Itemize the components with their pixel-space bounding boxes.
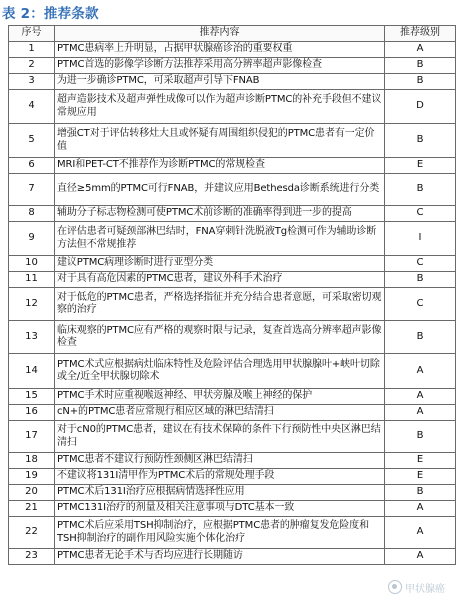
table-header-row (9, 26, 456, 42)
row-content: PTMC首选的影像学诊断方法推荐采用高分辨率超声影像检查 (55, 58, 385, 74)
row-number: 22 (9, 517, 55, 549)
table-row (9, 42, 456, 58)
table-row (9, 485, 456, 501)
row-content: 对于低危的PTMC患者，严格选择指征并充分结合患者意愿，可采取密切观察的治疗 (55, 288, 385, 321)
row-level: I (385, 222, 456, 256)
table-row (9, 517, 456, 549)
table-row (9, 174, 456, 206)
row-level: A (385, 42, 456, 58)
table-row (9, 222, 456, 256)
row-content: 对于具有高危因素的PTMC患者，建议外科手术治疗 (55, 272, 385, 288)
row-number: 7 (9, 174, 55, 206)
row-level: B (385, 421, 456, 453)
watermark-text: 甲状腺癌 (405, 583, 445, 595)
row-number: 14 (9, 354, 55, 389)
wechat-logo-icon (388, 580, 402, 594)
table-row (9, 74, 456, 90)
row-number: 20 (9, 485, 55, 501)
row-level: B (385, 272, 456, 288)
row-content: 超声造影技术及超声弹性成像可以作为超声诊断PTMC的补充手段但不建议常规应用 (55, 90, 385, 124)
row-number: 18 (9, 453, 55, 469)
row-content: 在评估患者可疑颈部淋巴结时，FNA穿刺针洗脱液Tg检测可作为辅助诊断方法但不常规推荐 (55, 222, 385, 256)
row-level: C (385, 256, 456, 272)
table-body (9, 42, 456, 565)
table-row (9, 501, 456, 517)
table-row (9, 158, 456, 174)
table-title: 表 2：推荐条款 (2, 6, 99, 22)
table-row (9, 321, 456, 354)
row-level: E (385, 158, 456, 174)
row-level: C (385, 206, 456, 222)
row-content: PTMC患病率上升明显，占据甲状腺癌诊治的重要权重 (55, 42, 385, 58)
row-number: 15 (9, 389, 55, 405)
row-content: PTMC术后应采用TSH抑制治疗，应根据PTMC患者的肿瘤复发危险度和TSH抑制治疗的副作用风险实施个体化治疗 (55, 517, 385, 549)
row-number: 13 (9, 321, 55, 354)
watermark (388, 578, 445, 596)
row-level: A (385, 517, 456, 549)
recommendation-table (8, 25, 456, 565)
row-content: PTMC术后131I治疗应根据病情选择性应用 (55, 485, 385, 501)
row-content: 不建议将131I清甲作为PTMC术后的常规处理手段 (55, 469, 385, 485)
table-row (9, 256, 456, 272)
row-number: 8 (9, 206, 55, 222)
row-level: A (385, 501, 456, 517)
row-level: D (385, 90, 456, 124)
table-row (9, 421, 456, 453)
row-content: 直径≥5mm的PTMC可行FNAB，并建议应用Bethesda诊断系统进行分类 (55, 174, 385, 206)
row-content: 建议PTMC病理诊断时进行亚型分类 (55, 256, 385, 272)
table-row (9, 58, 456, 74)
row-number: 4 (9, 90, 55, 124)
table-row (9, 354, 456, 389)
row-number: 2 (9, 58, 55, 74)
row-level: A (385, 549, 456, 565)
row-level: B (385, 321, 456, 354)
row-level: A (385, 389, 456, 405)
row-content: 辅助分子标志物检测可使PTMC术前诊断的准确率得到进一步的提高 (55, 206, 385, 222)
row-number: 3 (9, 74, 55, 90)
table-row (9, 469, 456, 485)
table-row (9, 124, 456, 158)
row-level: E (385, 469, 456, 485)
row-content: PTMC术式应根据病灶临床特性及危险评估合理选用甲状腺腺叶+峡叶切除或全/近全甲状腺切除术 (55, 354, 385, 389)
row-level: B (385, 485, 456, 501)
row-number: 11 (9, 272, 55, 288)
row-number: 19 (9, 469, 55, 485)
table-row (9, 272, 456, 288)
row-content: 增强CT对于评估转移灶大且或怀疑有周围组织侵犯的PTMC患者有一定价值 (55, 124, 385, 158)
row-level: C (385, 288, 456, 321)
row-number: 23 (9, 549, 55, 565)
row-content: PTMC患者不建议行预防性颈侧区淋巴结清扫 (55, 453, 385, 469)
row-level: A (385, 354, 456, 389)
row-number: 6 (9, 158, 55, 174)
row-level: B (385, 74, 456, 90)
row-content: PTMC手术时应重视喉返神经、甲状旁腺及喉上神经的保护 (55, 389, 385, 405)
row-number: 16 (9, 405, 55, 421)
row-level: B (385, 58, 456, 74)
row-content: PTMC患者无论手术与否均应进行长期随访 (55, 549, 385, 565)
table-row (9, 549, 456, 565)
row-number: 12 (9, 288, 55, 321)
table-row (9, 389, 456, 405)
row-content: 为进一步确诊PTMC，可采取超声引导下FNAB (55, 74, 385, 90)
row-number: 17 (9, 421, 55, 453)
table-row (9, 90, 456, 124)
header-content: 推荐内容 (55, 26, 385, 42)
row-content: 临床观察的PTMC应有严格的观察时限与记录，复查首选高分辨率超声影像检查 (55, 321, 385, 354)
row-level: E (385, 453, 456, 469)
row-content: MRI和PET-CT不推荐作为诊断PTMC的常规检查 (55, 158, 385, 174)
row-content: PTMC131I治疗的剂量及相关注意事项与DTC基本一致 (55, 501, 385, 517)
row-content: 对于cN0的PTMC患者，建议在有技术保障的条件下行预防性中央区淋巴结清扫 (55, 421, 385, 453)
header-level: 推荐级别 (385, 26, 456, 42)
table-row (9, 405, 456, 421)
table-row (9, 453, 456, 469)
row-level: B (385, 174, 456, 206)
row-level: A (385, 405, 456, 421)
row-number: 1 (9, 42, 55, 58)
table-row (9, 288, 456, 321)
row-content: cN+的PTMC患者应常规行相应区域的淋巴结清扫 (55, 405, 385, 421)
header-no: 序号 (9, 26, 55, 42)
row-number: 10 (9, 256, 55, 272)
row-level: B (385, 124, 456, 158)
row-number: 9 (9, 222, 55, 256)
row-number: 5 (9, 124, 55, 158)
table-row (9, 206, 456, 222)
row-number: 21 (9, 501, 55, 517)
